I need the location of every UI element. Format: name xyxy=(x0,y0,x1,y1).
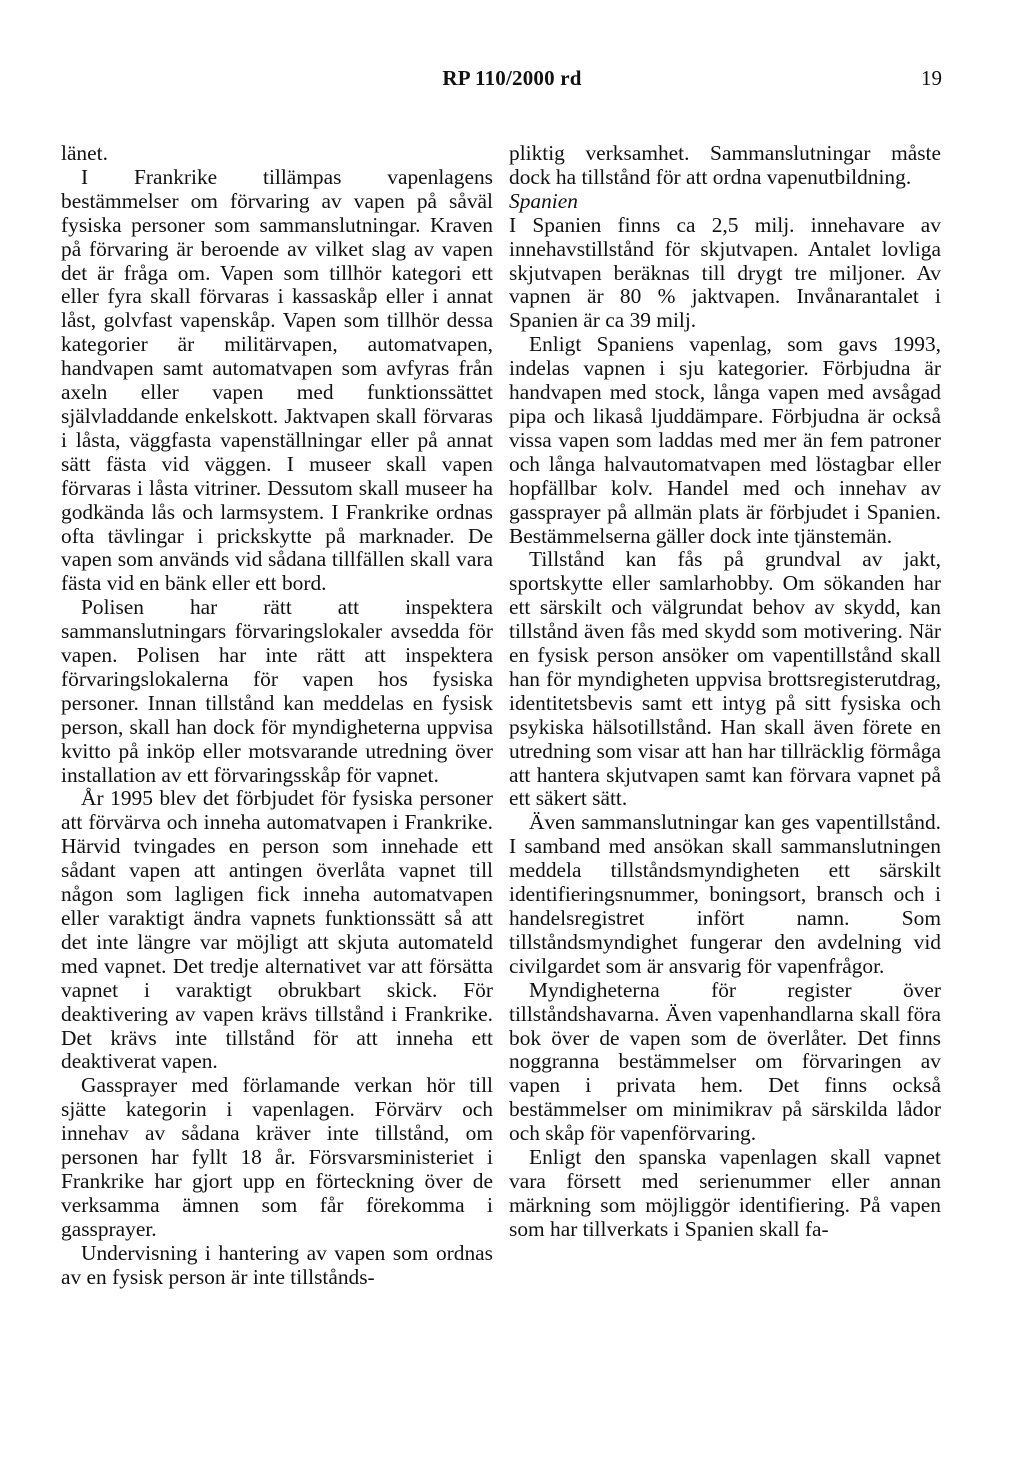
left-column xyxy=(61,142,493,1290)
right-column xyxy=(509,142,941,1242)
paragraph: Gassprayer med förlamande verkan hör till sjätte kategorin i vapenlagen. Förvärv och innehav av sådana kräver inte tillstånd, om personen har fyllt 18 år. Försvarsministeriet i Frankrike har gjort upp en förteckning över de verksamma ämnen som får förekomma i gassprayer. xyxy=(61,1073,493,1241)
page-number: 19 xyxy=(921,66,942,90)
paragraph: År 1995 blev det förbjudet för fysiska personer att förvärva och inneha automatvapen i Frankrike. Härvid tvingades en person som innehade ett sådant vapen att antingen överlåta vapnet till någon som lagligen fick inneha automatvapen eller varaktigt ändra vapnets funktionssätt så att det inte längre var möjligt att skjuta automateld med vapnet. Det tredje alternativet var att försätta vapnet i varaktigt obrukbart skick. För deaktivering av vapen krävs tillstånd i Frankrike. Det krävs inte tillstånd för att inneha ett deaktiverat vapen. xyxy=(61,786,493,1074)
document-id: RP 110/2000 rd xyxy=(442,66,582,90)
paragraph: Tillstånd kan fås på grundval av jakt, sportskytte eller samlarhobby. Om sökanden har ett särskilt och välgrundat behov av skydd, kan tillstånd även fås med skydd som motivering. När en fysisk person ansöker om vapentillstånd skall han för myndigheten uppvisa brottsregisterutdrag, identitetsbevis samt ett intyg på sitt fysiska och psykiska hälsotillstånd. Han skall även förete en utredning som visar att han har tillräcklig förmåga att hantera skjutvapen samt kan förvara vapnet på ett säkert sätt. xyxy=(509,547,941,811)
paragraph: Enligt den spanska vapenlagen skall vapnet vara försett med serienummer eller annan märkning som möjliggör identifiering. På vapen som har tillverkats i Spanien skall fa- xyxy=(509,1145,941,1241)
page-header xyxy=(0,66,1024,92)
paragraph: Enligt Spaniens vapenlag, som gavs 1993, indelas vapnen i sju kategorier. Förbjudna är handvapen med stock, långa vapen med avsågad pipa och likaså ljuddämpare. Förbjudna är också vissa vapen som laddas med mer än fem patroner och långa halvautomatvapen med löstagbar eller hopfällbar kolv. Handel med och innehav av gassprayer på allmän plats är förbjudet i Spanien. Bestämmelserna gäller dock inte tjänstemän. xyxy=(509,332,941,548)
paragraph: Undervisning i hantering av vapen som ordnas av en fysisk person är inte tillstånds- xyxy=(61,1240,493,1289)
paragraph: I Frankrike tillämpas vapenlagens bestämmelser om förvaring av vapen på såväl fysiska personer som sammanslutningar. Kraven på förvaring är beroende av vilket slag av vapen det är fråga om. Vapen som tillhör kategori ett eller fyra skall förvaras i kassaskåp eller i annat låst, golvfast vapenskåp. Vapen som tillhör dessa kategorier är militärvapen, automatvapen, handvapen samt automatvapen som avfyras från axeln eller vapen med funktionssättet självladdande enkelskott. Jaktvapen skall förvaras i låsta, väggfasta vapenställningar eller på annat sätt fästa vid väggen. I museer skall vapen förvaras i låsta vitriner. Dessutom skall museer ha godkända lås och larmsystem. I Frankrike ordnas ofta tävlingar i prickskytte på marknader. De vapen som används vid sådana tillfällen skall vara fästa vid en bänk eller ett bord. xyxy=(61,164,493,596)
paragraph: pliktig verksamhet. Sammanslutningar måste dock ha tillstånd för att ordna vapenutbildning. xyxy=(509,141,941,189)
paragraph: Även sammanslutningar kan ges vapentillstånd. I samband med ansökan skall sammanslutningen meddela tillståndsmyndigheten ett särskilt identifieringsnummer, boningsort, bransch och i handelsregistret infört namn. Som tillståndsmyndighet fungerar den avdelning vid civilgardet som är ansvarig för vapenfrågor. xyxy=(509,810,941,978)
paragraph: Polisen har rätt att inspektera sammanslutningars förvaringslokaler avsedda för vapen. Polisen har inte rätt att inspektera förvaringslokalerna för vapen hos fysiska personer. Innan tillstånd kan meddelas en fysisk person, skall han dock för myndigheterna uppvisa kvitto på inköp eller motsvarande utredning över installation av ett förvaringsskåp för vapnet. xyxy=(61,595,493,787)
paragraph: I Spanien finns ca 2,5 milj. innehavare av innehavstillstånd för skjutvapen. Antalet lovliga skjutvapen beräknas till drygt tre miljoner. Av vapnen är 80 % jaktvapen. Invånarantalet i Spanien är ca 39 milj. xyxy=(509,212,941,333)
paragraph: Myndigheterna för register över tillståndshavarna. Även vapenhandlarna skall föra bok över de vapen som de överlåter. Det finns noggranna bestämmelser om förvaringen av vapen i privata hem. Det finns också bestämmelser om minimikrav på särskilda lådor och skåp för vapenförvaring. xyxy=(509,977,941,1146)
section-heading: Spanien xyxy=(509,188,578,213)
paragraph: länet. xyxy=(61,141,108,165)
